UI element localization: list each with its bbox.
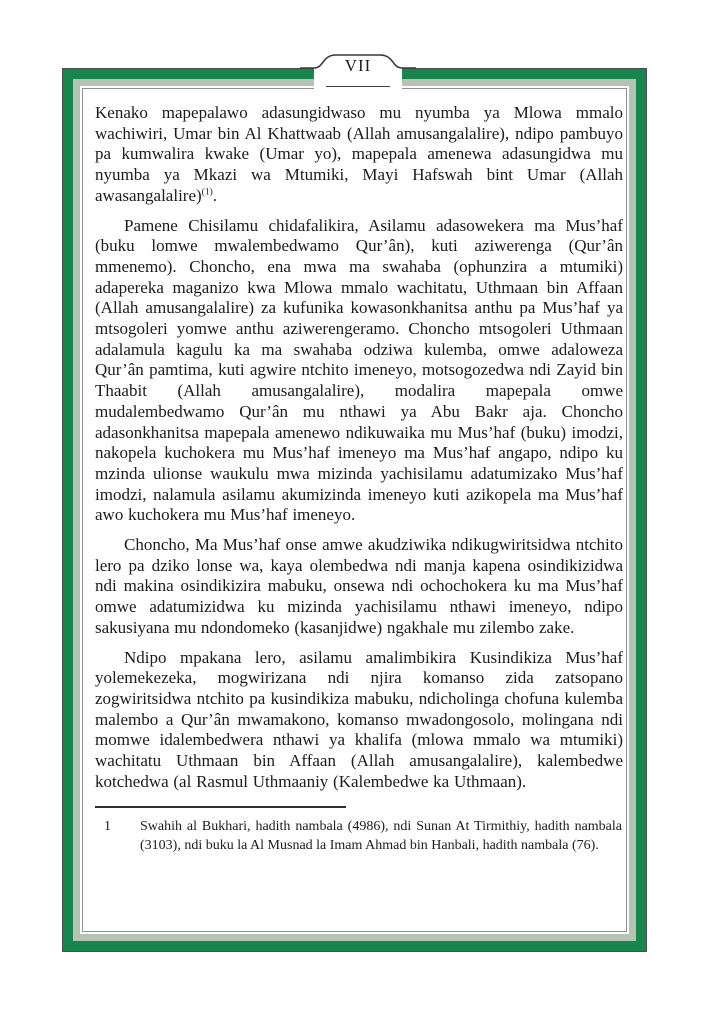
page-number-rule [326, 86, 390, 87]
footnote-number: 1 [104, 818, 111, 834]
paragraph: Ndipo mpakana lero, asilamu amalimbikira Kusindikiza Mus’haf yolemekezeka, mogwirizana ndi njira komanso zida zatsopano zogwiritsidwa ntchito pa kusindikiza mabuku, ndicholinga chofuna kulemba malembo a Qur’ân mwamakono, komanso mwadongosolo, molingana ndi momwe idalembedwera nthawi ya khalifa (mlowa mmalo wa mtumiki) wachitatu Uthmaan bin Affaan (Allah amusangalalire), kalembedwe kotchedwa (al Rasmul Uthmaaniy (Kalembedwe ka Uthmaan). [95, 647, 623, 791]
paragraph-text-tail: . [212, 185, 217, 205]
footnote-divider [95, 806, 346, 808]
frame-inner [82, 88, 627, 932]
footnote-ref: (1) [201, 187, 213, 198]
paragraph [95, 103, 623, 207]
footnote [95, 817, 623, 856]
page-number: VII [344, 56, 372, 75]
paragraph: Pamene Chisilamu chidafalikira, Asilamu adasowekera ma Mus’haf (buku lomwe mwalembedwamo Qur’ân), kuti aziwerenga (Qur’ân mmenemo). Choncho, ena mwa ma swahaba (ophunzira a mtumiki) adapereka maganizo kwa Mlowa mmalo wachitatu, Uthmaan bin Affaan (Allah amusangalalire) za kufunika kowasonkhanitsa anthu pa Mus’haf ya mtsogoleri yomwe anthu aziwerengeramo. Choncho mtsogoleri Uthmaan adalamula kagulu ka ma swahaba odziwa kulemba, omwe adaloweza Qur’ân pamtima, kuti agwire ntchito imeneyo, motsogozedwa ndi Zayid bin Thaabit (Allah amusangalalire), modalira mapepala omwe mudalembedwamo Qur’ân mu nthawi ya Abu Bakr aja. Choncho adasonkhanitsa mapepala amenewo ndikuwaika mu Mus’haf (buku) imodzi, nakopela kuchokera mu Mus’haf imeneyo ma Mus’haf angapo, ndipo ku mzinda ulionse waukulu mwa mizinda yachisilamu adatumizako Mus’haf imodzi, nalamula asilamu akumizinda imeneyo kuti azikopela ma Mus’haf awo kuchokera mu Mus’haf imeneyo. [95, 215, 623, 525]
page-number-tab [296, 50, 420, 94]
paragraph-text: Kenako mapepalawo adasungidwaso mu nyumba ya Mlowa mmalo wachiwiri, Umar bin Al Khattwaab (Allah amusangalalire), ndipo pambuyo pa kumwalira kwake (Umar yo), mapepala amenewa adasungidwa mu nyumba ya Mkazi wa Mtumiki, Mayi Hafswah bint Umar (Allah awasangalalire) [95, 103, 623, 205]
footnote-text: Swahih al Bukhari, hadith nambala (4986), ndi Sunan At Tirmithiy, hadith nambala (3103), ndi buku la Al Musnad la Imam Ahmad bin Hanbali, hadith nambala (76). [140, 818, 622, 853]
body-text [95, 103, 623, 793]
paragraph: Choncho, Ma Mus’haf onse amwe akudziwika ndikugwiritsidwa ntchito lero pa dziko lonse wa, kaya olembedwa ndi manja kapena osindikizidwa ndi makina osindikizira mabuku, onsewa ndi ochochokera ku ma Mus’haf omwe adatumizidwa ku mizinda yachisilamu nthawi imeneyo, ndipo sakusiyana mu ndondomeko (kasanjidwe) ngakhale mu zilembo zake. [95, 535, 623, 637]
frame-outer [62, 68, 647, 952]
frame-sage [73, 79, 636, 941]
